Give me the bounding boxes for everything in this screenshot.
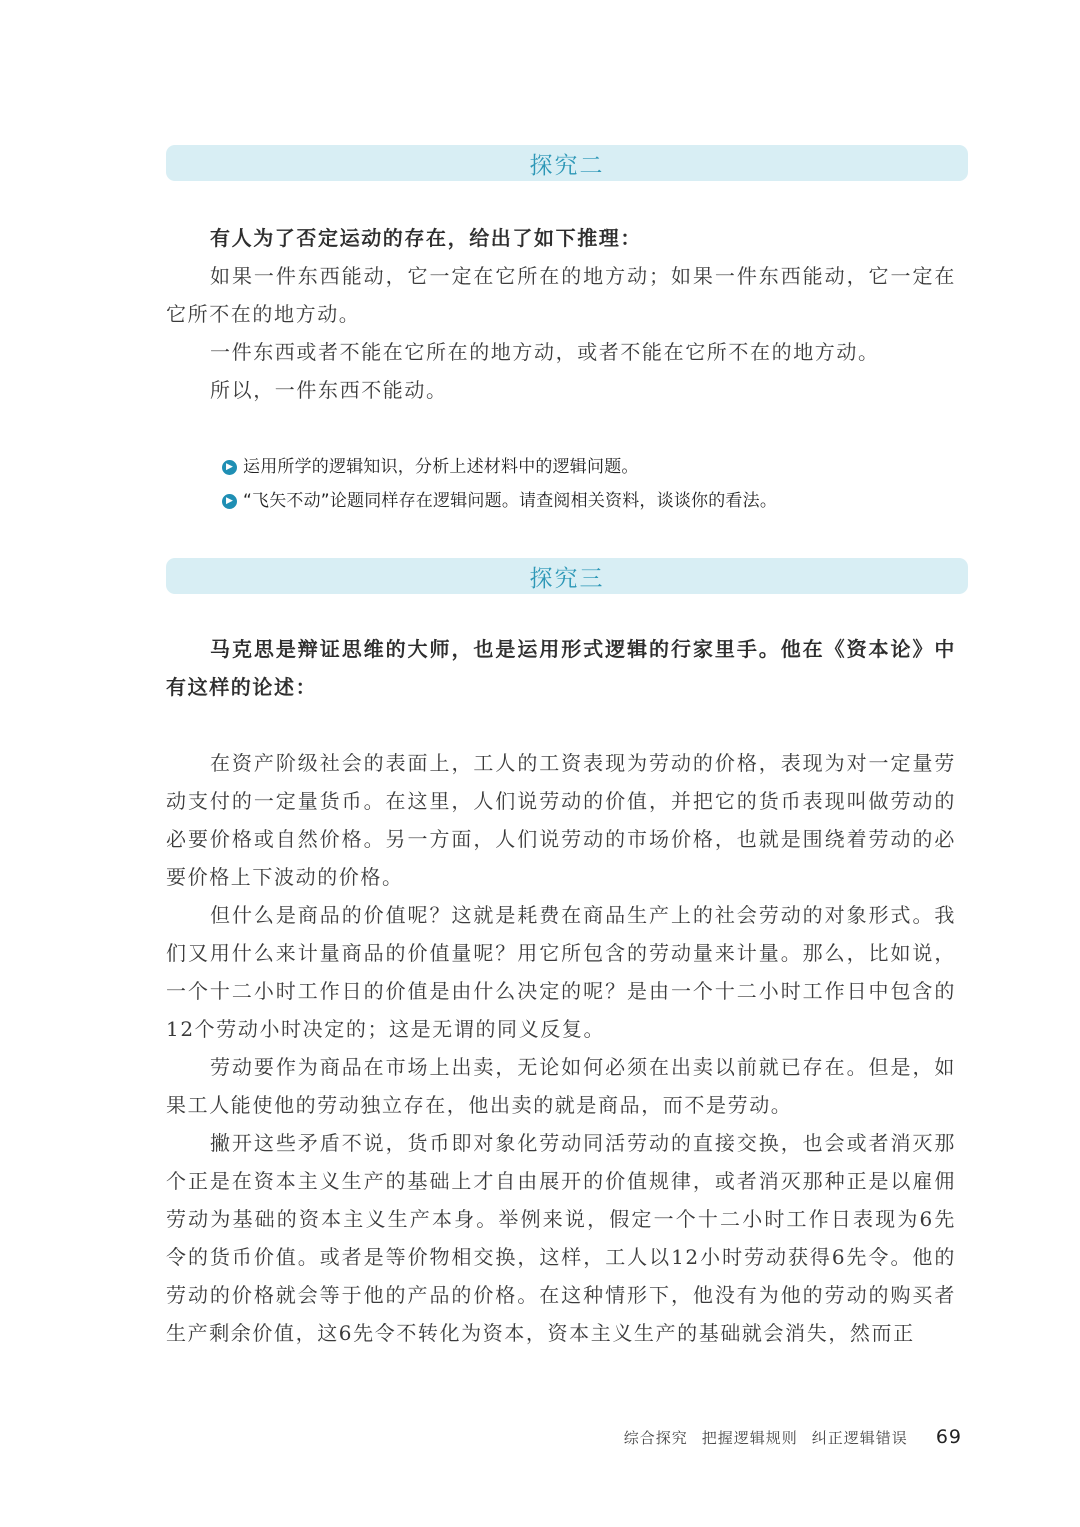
section-2-paragraph: 所以，一件东西不能动。: [210, 378, 448, 402]
section-2-text: [166, 219, 956, 409]
section-3-title: 探究三: [529, 565, 605, 592]
footer-part: 把握逻辑规则: [701, 1429, 798, 1447]
quote-paragraph: 但什么是商品的价值呢？这就是耗费在商品生产上的社会劳动的对象形式。我们又用什么来计量商品的价值量呢？用它所包含的劳动量来计量。那么，比如说，一个十二小时工作日的价值是由什么决定的呢？是由一个十二小时工作日中包含的12个劳动小时决定的；这是无谓的同义反复。: [166, 903, 956, 1041]
section-3-intro: [166, 630, 956, 706]
page-number: 69: [935, 1426, 962, 1448]
question-item: [222, 484, 942, 518]
arrow-bullet-icon: ▶: [222, 494, 237, 509]
question-text: “飞矢不动”论题同样存在逻辑问题。请查阅相关资料，谈谈你的看法。: [243, 491, 778, 511]
page-footer: [610, 1426, 962, 1448]
quote-paragraph: 在资产阶级社会的表面上，工人的工资表现为劳动的价格，表现为对一定量劳动支付的一定量货币。在这里，人们说劳动的价值，并把它的货币表现叫做劳动的必要价格或自然价格。另一方面，人们说劳动的市场价格，也就是围绕着劳动的必要价格上下波动的价格。: [166, 751, 956, 889]
section-2-paragraph: 如果一件东西能动，它一定在它所在的地方动；如果一件东西能动，它一定在它所不在的地方动。: [166, 264, 956, 326]
section-3-lead: 马克思是辩证思维的大师，也是运用形式逻辑的行家里手。他在《资本论》中有这样的论述：: [166, 637, 956, 699]
section-3-quote: [166, 744, 956, 1352]
question-item: [222, 450, 942, 484]
quote-paragraph: 劳动要作为商品在市场上出卖，无论如何必须在出卖以前就已存在。但是，如果工人能使他的劳动独立存在，他出卖的就是商品，而不是劳动。: [166, 1055, 956, 1117]
section-2-title: 探究二: [529, 152, 605, 179]
section-2-lead: 有人为了否定运动的存在，给出了如下推理：: [210, 226, 642, 250]
section-2-banner: [166, 145, 968, 181]
footer-part: 纠正逻辑错误: [811, 1429, 908, 1447]
footer-part: 综合探究: [623, 1429, 688, 1447]
quote-paragraph: 撇开这些矛盾不说，货币即对象化劳动同活劳动的直接交换，也会或者消灭那个正是在资本主义生产的基础上才自由展开的价值规律，或者消灭那种正是以雇佣劳动为基础的资本主义生产本身。举例来说，假定一个十二小时工作日表现为6先令的货币价值。或者是等价物相交换，这样，工人以12小时劳动获得6先令。他的劳动的价格就会等于他的产品的价格。在这种情形下，他没有为他的劳动的购买者生产剩余价值，这6先令不转化为资本，资本主义生产的基础就会消失，然而正: [166, 1131, 956, 1345]
section-3-banner: [166, 558, 968, 594]
question-text: 运用所学的逻辑知识，分析上述材料中的逻辑问题。: [243, 457, 639, 477]
question-list: [222, 450, 942, 518]
arrow-bullet-icon: ▶: [222, 460, 237, 475]
section-2-paragraph: 一件东西或者不能在它所在的地方动，或者不能在它所不在的地方动。: [210, 340, 880, 364]
